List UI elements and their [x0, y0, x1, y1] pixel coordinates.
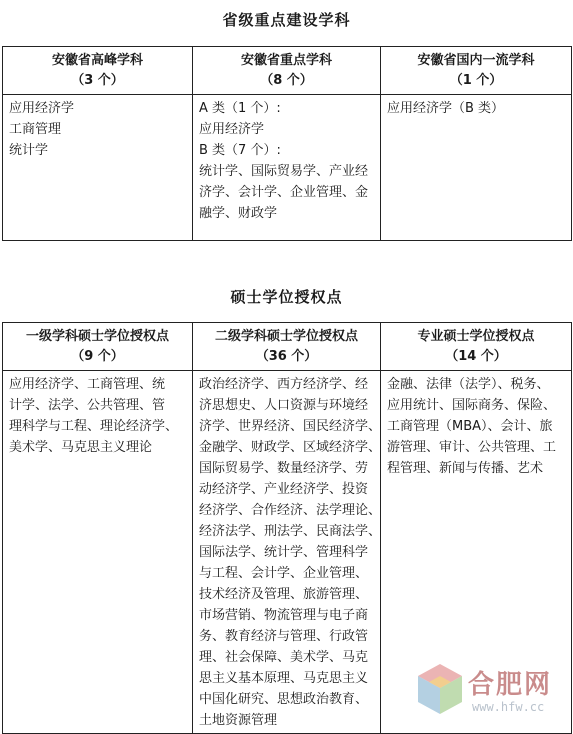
header-cell [381, 323, 572, 371]
header-cell [3, 323, 193, 371]
cell-line: 济学、会计学、企业管理、金 [199, 185, 369, 200]
header-count: （14 个） [445, 349, 507, 364]
cell-line: 济思想史、人口资源与环境经 [199, 398, 369, 413]
cell-line: 济学、世界经济、国民经济学、 [199, 419, 382, 434]
cell-line: 工商管理（MBA）、会计、旅 [387, 419, 553, 434]
header-count: （1 个） [449, 73, 503, 88]
header-cell [381, 47, 572, 95]
cell-line: 理、社会保障、美术学、马克 [199, 650, 369, 665]
cell-line: 思主义基本原理、马克思主义 [199, 671, 369, 686]
cell-line: 计学、法学、公共管理、管 [9, 398, 166, 413]
header-name: 二级学科硕士学位授权点 [214, 329, 358, 344]
table-cell [193, 371, 381, 734]
table-header-row [3, 47, 572, 95]
cell-line: 经济法学、刑法学、民商法学、 [199, 524, 382, 539]
cell-line: 经济学、合作经济、法学理论、 [199, 503, 382, 518]
header-count: （9 个） [71, 349, 124, 364]
header-name: 安徽省重点学科 [240, 53, 332, 68]
header-name: 一级学科硕士学位授权点 [25, 329, 169, 344]
cell-line: 国际法学、统计学、管理科学 [199, 545, 369, 560]
section-title-key-disciplines: 省级重点建设学科 [222, 11, 351, 29]
cell-line: 融学、财政学 [199, 206, 278, 221]
header-count: （8 个） [260, 73, 313, 88]
watermark-brand: 合肥网 [468, 670, 553, 700]
cell-line: 务、教育经济与管理、行政管 [199, 629, 369, 644]
header-name: 专业硕士学位授权点 [417, 329, 535, 344]
cell-line: 政治经济学、西方经济学、经 [199, 377, 369, 392]
table-cell [193, 95, 381, 241]
cell-line: 应用经济学（B 类） [387, 101, 505, 116]
header-count: （3 个） [71, 73, 124, 88]
cell-line: A 类（1 个）: [199, 101, 281, 116]
table-cell [3, 95, 193, 241]
key-disciplines-table [2, 46, 572, 241]
cell-line: B 类（7 个）: [199, 143, 281, 158]
cell-line: 中国化研究、思想政治教育、 [199, 692, 369, 707]
cell-line: 统计学 [9, 143, 49, 158]
watermark-logo-icon [412, 660, 468, 718]
watermark-url: www.hfw.cc [472, 700, 545, 714]
table-cell [381, 95, 572, 241]
header-name: 安徽省高峰学科 [51, 53, 143, 68]
section-title-master-degree: 硕士学位授权点 [230, 288, 343, 306]
header-cell [193, 323, 381, 371]
cell-line: 国际贸易学、数量经济学、劳 [199, 461, 369, 476]
table-cell [3, 371, 193, 734]
table-row [3, 95, 572, 241]
cell-line: 游管理、审计、公共管理、工 [387, 440, 557, 455]
cell-line: 统计学、国际贸易学、产业经 [199, 164, 369, 179]
cell-line: 应用统计、国际商务、保险、 [387, 398, 557, 413]
cell-line: 市场营销、物流管理与电子商 [199, 608, 369, 623]
cell-line: 美术学、马克思主义理论 [9, 440, 153, 455]
cell-line: 金融学、财政学、区域经济学、 [199, 440, 382, 455]
cell-line: 工商管理 [9, 122, 62, 137]
cell-line: 应用经济学 [9, 101, 75, 116]
cell-line: 土地资源管理 [199, 713, 278, 728]
header-cell [193, 47, 381, 95]
header-name: 安徽省国内一流学科 [417, 53, 535, 68]
cell-line: 动经济学、产业经济学、投资 [199, 482, 369, 497]
cell-line: 理科学与工程、理论经济学、 [9, 419, 179, 434]
cell-line: 应用经济学 [199, 122, 265, 137]
watermark [412, 660, 572, 722]
cell-line: 技术经济及管理、旅游管理、 [199, 587, 369, 602]
cell-line: 与工程、会计学、企业管理、 [199, 566, 369, 581]
table-header-row [3, 323, 572, 371]
header-count: （36 个） [255, 349, 318, 364]
cell-line: 应用经济学、工商管理、统 [9, 377, 166, 392]
header-cell [3, 47, 193, 95]
cell-line: 金融、法律（法学）、税务、 [387, 377, 550, 392]
cell-line: 程管理、新闻与传播、艺术 [387, 461, 544, 476]
